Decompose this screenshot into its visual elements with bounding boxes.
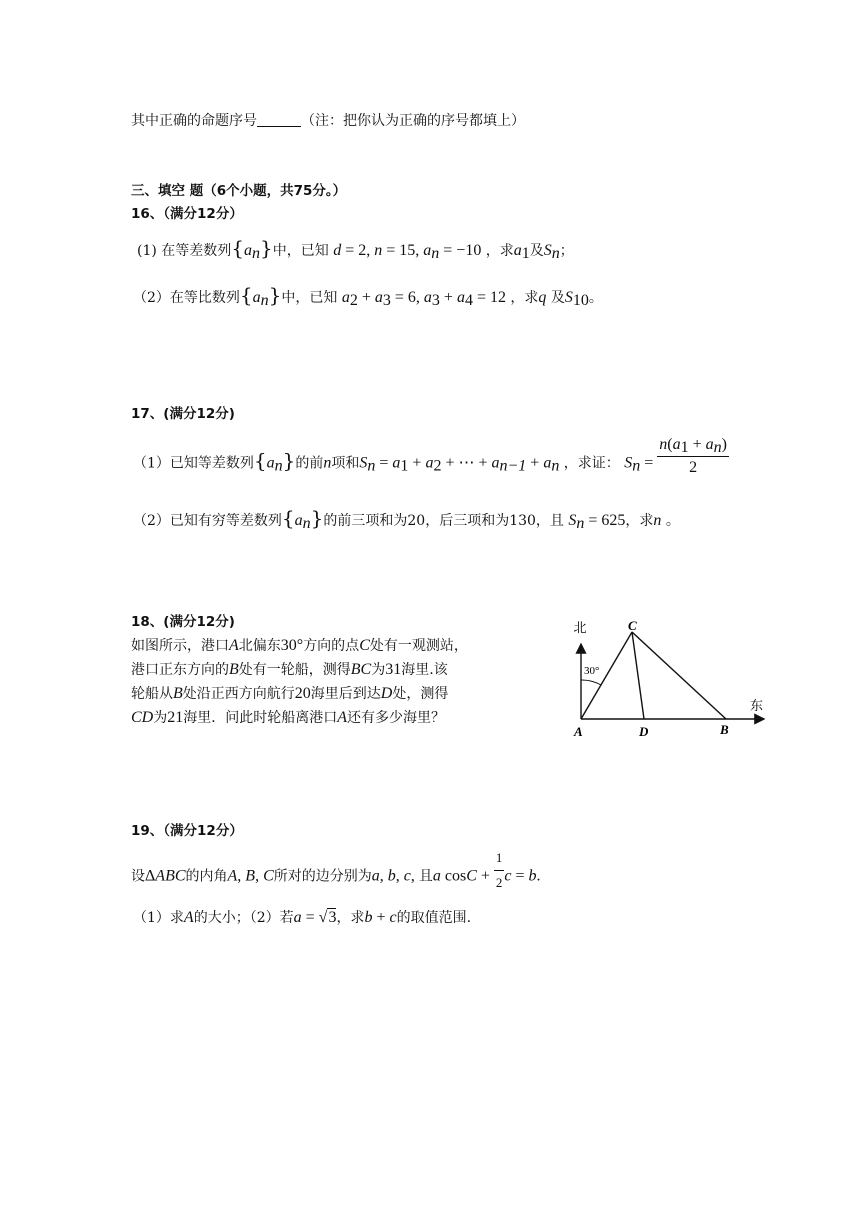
answer-blank[interactable] <box>257 112 301 127</box>
q16-part1: (1) 在等差数列$\{a_n\}$中，已知 d = 2, n = 15, $a_n = -10$ ，求$a_1$及$S_n$； <box>137 236 574 262</box>
point-B: B <box>720 722 729 737</box>
text: 及 <box>529 243 544 259</box>
text: 处有一观测站， <box>369 638 468 654</box>
part-label: （2） <box>133 290 170 306</box>
text: 轮船从 <box>131 686 173 702</box>
prompt-text: 其中正确的命题序号 <box>131 113 257 129</box>
text: 为 <box>371 662 386 678</box>
q17-part1: （1）已知等差数列$\{a_n\}$的前n项和$S_n = a_1 + a_2$ + ⋯ + $a_{n-1} + a_n$ ，求证： $S_n$ = $\frac{n(a_1 + a_n)}{2}$ <box>133 448 729 479</box>
text: 中，已知 <box>281 290 338 306</box>
angle-label: 30° <box>584 665 600 677</box>
part-label: （2） <box>133 513 170 529</box>
q16-header: 16、（满分12分） <box>131 206 243 222</box>
part-label: （1） <box>133 455 170 472</box>
text: 海里后到达 <box>310 686 381 702</box>
q18-line1: 如图所示，港口A北偏东30°方向的点C处有一观测站， <box>131 637 468 654</box>
text: 。 <box>588 290 603 306</box>
text: 所对的边分别为 <box>273 868 372 885</box>
text: 处沿正西方向航行 <box>182 686 295 702</box>
section-title: 三、填空 题（6个小题，共75分。） <box>131 183 347 199</box>
text: 还有多少海里？ <box>347 710 446 726</box>
angle-arc <box>581 680 601 685</box>
text: 的内角 <box>185 868 228 885</box>
q18-line3: 轮船从B处沿正西方向航行20海里后到达D处，测得 <box>131 685 449 702</box>
text: ，求 <box>625 513 654 529</box>
text: 。 <box>665 513 680 529</box>
north-label: 北 <box>573 620 587 635</box>
text: （1）求 <box>133 910 184 926</box>
text: 已知等差数列 <box>169 455 254 472</box>
text: 且 <box>418 868 433 885</box>
text: ，求 <box>510 290 539 306</box>
text: 为 <box>153 710 168 726</box>
text: 的前 <box>295 455 324 472</box>
q19-line2: （1）求A的大小；（2）若a = √3，求b + c的取值范围. <box>133 909 472 926</box>
text: 的大小；（2）若 <box>193 910 294 926</box>
point-D: D <box>639 724 649 739</box>
text: 及 <box>550 290 565 306</box>
q18-header: 18、(满分12分) <box>131 614 235 630</box>
text: ，求证： <box>563 455 620 472</box>
q18-line2: 港口正东方向的B处有一轮船，测得BC为31海里.该 <box>131 661 448 678</box>
point-A: A <box>574 724 583 739</box>
text: 在等比数列 <box>169 290 240 306</box>
q17-header: 17、(满分12分) <box>131 406 235 422</box>
text: 在等差数列 <box>161 243 232 259</box>
text: 处，测得 <box>392 686 449 702</box>
text: 处有一轮船，测得 <box>238 662 351 678</box>
q16-part2: （2）在等比数列$\{a_n\}$中，已知 $a_2 + a_3 = 6$, $a_3 + a_4 = 12$ ，求q 及$S_{10}$。 <box>133 283 603 309</box>
text: 项和 <box>331 455 360 472</box>
q17-part2: （2）已知有穷等差数列$\{a_n\}$的前三项和为20，后三项和为130，且 $S_n = 625$，求n 。 <box>133 506 680 532</box>
text: ； <box>559 243 574 259</box>
q18-line4: CD为21海里．问此时轮船离港口A还有多少海里？ <box>131 709 446 726</box>
prompt-note: （注：把你认为正确的序号都填上） <box>301 113 525 129</box>
part-label: (1) <box>137 243 157 259</box>
q19-header: 19、（满分12分） <box>131 823 243 839</box>
segment-CB <box>632 632 726 719</box>
harbor-figure <box>568 614 768 744</box>
text: 港口正东方向的 <box>131 662 229 678</box>
text: ，求 <box>336 910 365 926</box>
text: 北偏东 <box>238 638 281 654</box>
text: 的前三项和为20，后三项和为130，且 <box>323 513 564 529</box>
east-label: 东 <box>750 698 764 713</box>
fraction-denominator: 2 <box>689 459 698 476</box>
point-C: C <box>628 618 637 633</box>
text: 海里.该 <box>401 662 448 678</box>
q19-line1: 设ΔABC的内角A, B, C所对的边分别为a, b, c, 且a cosC + $\frac{1}{2}$ c = b. <box>131 858 541 895</box>
text: 设 <box>131 868 145 885</box>
text: 已知有穷等差数列 <box>169 513 282 529</box>
text: 海里．问此时轮船离港口 <box>183 710 338 726</box>
text: ，求 <box>485 243 514 259</box>
text: 的取值范围. <box>396 910 472 926</box>
text: 中，已知 <box>272 243 329 259</box>
answer-prompt-line <box>131 111 525 131</box>
text: 如图所示，港口 <box>131 638 229 654</box>
segment-CD <box>632 632 644 719</box>
text: 方向的点 <box>303 638 360 654</box>
